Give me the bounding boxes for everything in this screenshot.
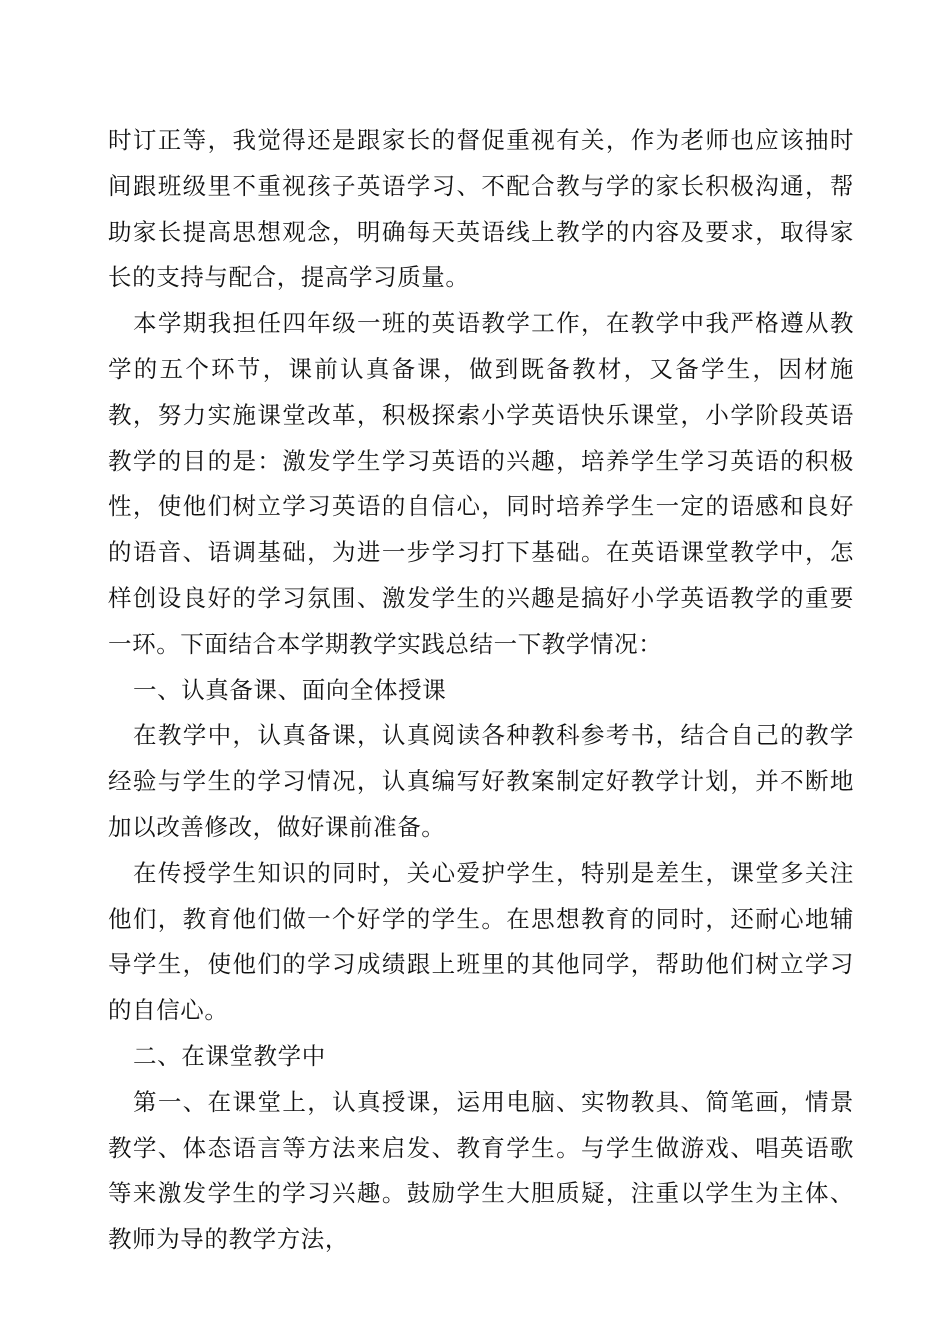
paragraph-continuation: 时订正等，我觉得还是跟家长的督促重视有关，作为老师也应该抽时间跟班级里不重视孩子英语学习、不配合教与学的家长积极沟通，帮助家长提高思想观念，明确每天英语线上教学的内容及要求，取得家长的支持与配合，提高学习质量。: [108, 126, 854, 292]
section-heading-2: 二、在课堂教学中: [133, 1041, 326, 1070]
section-heading-1: 一、认真备课、面向全体授课: [133, 675, 447, 704]
paragraph-intro: 本学期我担任四年级一班的英语教学工作，在教学中我严格遵从教学的五个环节，课前认真备课，做到既备教材，又备学生，因材施教，努力实施课堂改革，积极探索小学英语快乐课堂，小学阶段英语教学的目的是：激发学生学习英语的兴趣，培养学生学习英语的积极性，使他们树立学习英语的自信心，同时培养学生一定的语感和良好的语音、语调基础，为进一步学习打下基础。在英语课堂教学中，怎样创设良好的学习氛围、激发学生的兴趣是搞好小学英语教学的重要一环。下面结合本学期教学实践总结一下教学情况：: [108, 309, 854, 658]
paragraph-classroom-teaching: 第一、在课堂上，认真授课，运用电脑、实物教具、简笔画，情景教学、体态语言等方法来启发、教育学生。与学生做游戏、唱英语歌等来激发学生的学习兴趣。鼓励学生大胆质疑，注重以学生为主体、教师为导的教学方法，: [108, 1087, 854, 1254]
document-body: [108, 118, 854, 1263]
paragraph-student-care: 在传授学生知识的同时，关心爱护学生，特别是差生，课堂多关注他们，教育他们做一个好学的学生。在思想教育的同时，还耐心地辅导学生，使他们的学习成绩跟上班里的其他同学，帮助他们树立学习的自信心。: [108, 858, 854, 1025]
paragraph-lesson-prep: 在教学中，认真备课，认真阅读各种教科参考书，结合自己的教学经验与学生的学习情况，认真编写好教案制定好教学计划，并不断地加以改善修改，做好课前准备。: [108, 721, 854, 841]
